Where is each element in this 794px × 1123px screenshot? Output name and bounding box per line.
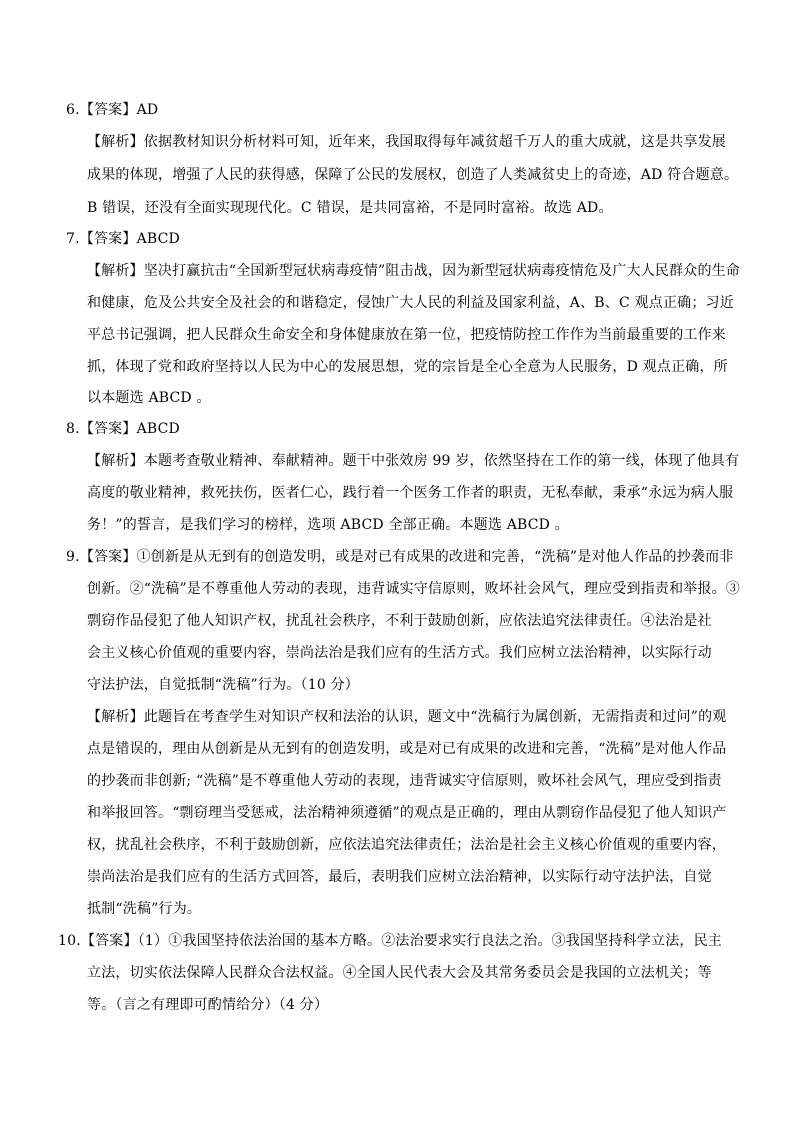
q7-answer-line (66, 230, 180, 248)
q9-analysis-line-1: 【解析】此题旨在考查学生对知识产权和法治的认识，题文中“洗稿行为属创新，无需指责和过问”的观 (87, 709, 727, 725)
q9-answer-line-4: 会主义核心价值观的重要内容，崇尚法治是我们应有的生活方式。我们应树立法治精神，以实际行动 (87, 645, 712, 661)
q7-answer-tag: 【答案】 (79, 231, 137, 247)
q10-answer-line-1: （1）①我国坚持依法治国的基本方略。②法治要求实行良法之治。③我国坚持科学立法，民主 (137, 933, 722, 949)
q6-answer-line (66, 101, 158, 119)
q7-analysis-line-4: 抓，体现了党和政府坚持以人民为中心的发展思想，党的宗旨是全心全意为人民服务，D 观点正确，所 (87, 359, 728, 375)
q9-answer-line-3: 剽窃作品侵犯了他人知识产权，扰乱社会秩序，不利于鼓励创新，应依法追究法律责任。④法治是社 (87, 613, 712, 629)
q9-analysis-line-2: 点是错误的，理由从创新是从无到有的创造发明，或是对已有成果的改进和完善，“洗稿”是对他人作品 (87, 741, 727, 757)
q9-answer-line (66, 548, 734, 566)
q7-analysis-line-2: 和健康，危及公共安全及社会的和谐稳定，侵蚀广大人民的利益及国家利益，A、B、C 观点正确；习近 (87, 295, 734, 311)
q7-answer: ABCD (136, 231, 180, 247)
q10-answer-line (58, 932, 722, 950)
q9-analysis-line-3: 的抄袭而非创新; “洗稿”是不尊重他人劳动的表现，违背诚实守信原则，败坏社会风气，理应受到指责 (87, 773, 722, 789)
q7-analysis-line-1: 【解析】坚决打赢抗击“全国新型冠状病毒疫情”阻击战，因为新型冠状病毒疫情危及广大人民群众的生命 (87, 263, 740, 279)
q10-answer-line-2: 立法，切实依法保障人民群众合法权益。④全国人民代表大会及其常务委员会是我国的立法机关；等 (87, 965, 712, 981)
q9-answer-line-1: ①创新是从无到有的创造发明，或是对已有成果的改进和完善，“洗稿”是对他人作品的抄袭而非 (136, 549, 734, 565)
q8-number: 8. (66, 421, 80, 437)
q7-analysis-line-3: 平总书记强调，把人民群众生命安全和身体健康放在第一位，把疫情防控工作作为当前最重要的工作来 (87, 327, 726, 343)
q9-answer-line-2: 创新。②“洗稿”是不尊重他人劳动的表现，违背诚实守信原则，败坏社会风气，理应受到指责和举报。③ (87, 581, 740, 597)
q10-answer-tag: 【答案】 (80, 933, 138, 949)
q7-number: 7. (66, 231, 80, 247)
q10-answer-line-3: 等。（言之有理即可酌情给分）（4 分） (87, 997, 329, 1013)
q6-answer: AD (136, 102, 159, 118)
q10-number: 10. (58, 933, 81, 949)
q8-analysis-line-3: 务！”的誓言，是我们学习的榜样，选项 ABCD 全部正确。本题选 ABCD 。 (87, 517, 569, 533)
q8-analysis-line-2: 高度的敬业精神，救死扶伤，医者仁心，践行着一个医务工作者的职责，无私奉献，秉承“永远为病人服 (87, 485, 734, 501)
q6-analysis-line-1: 【解析】依据教材知识分析材料可知，近年来，我国取得每年减贫超千万人的重大成就，这是共享发展 (87, 134, 726, 150)
q8-answer-line (66, 420, 180, 438)
q8-answer: ABCD (136, 421, 180, 437)
q6-number: 6. (66, 102, 80, 118)
q9-answer-line-5: 守法护法，自觉抵制“洗稿”行为。（10 分） (87, 677, 359, 693)
q9-answer-tag: 【答案】 (79, 549, 137, 565)
q7-analysis-line-5: 以本题选 ABCD 。 (87, 390, 211, 406)
q9-analysis-line-7: 抵制“洗稿”行为。 (87, 901, 202, 917)
q9-analysis-line-6: 崇尚法治是我们应有的生活方式回答，最后，表明我们应树立法治精神，以实际行动守法护法，自觉 (87, 869, 712, 885)
q9-analysis-line-4: 和举报回答。“剽窃理当受惩戒，法治精神须遵循”的观点是正确的，理由从剽窃作品侵犯了他人知识产 (87, 805, 727, 821)
q8-analysis-line-1: 【解析】本题考查敬业精神、奉献精神。题干中张效房 99 岁，依然坚持在工作的第一线，体现了他具有 (87, 453, 740, 469)
q9-analysis-line-5: 权，扰乱社会秩序，不利于鼓励创新，应依法追究法律责任；法治是社会主义核心价值观的重要内容， (87, 837, 726, 853)
q6-analysis-line-2: 成果的体现，增强了人民的获得感，保障了公民的发展权，创造了人类减贫史上的奇迹，AD 符合题意。 (87, 167, 739, 183)
q6-analysis-line-3: B 错误，还没有全面实现现代化。C 错误，是共同富裕，不是同时富裕。故选 AD。 (87, 200, 613, 216)
q9-number: 9. (66, 549, 80, 565)
q6-answer-tag: 【答案】 (79, 102, 137, 118)
q8-answer-tag: 【答案】 (79, 421, 137, 437)
